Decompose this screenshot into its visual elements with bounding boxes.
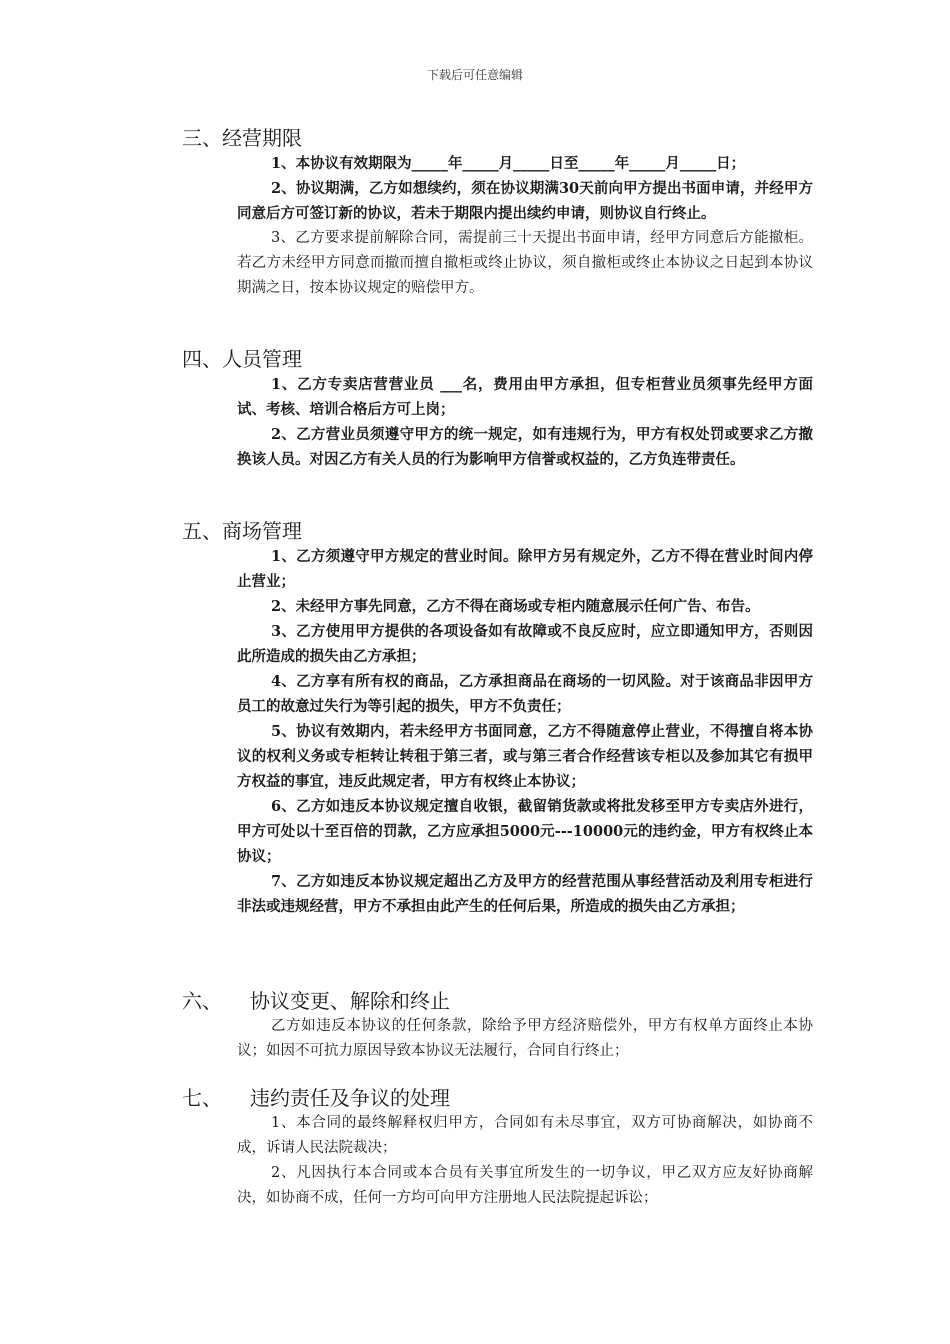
section-title-text: 违约责任及争议的处理	[250, 1086, 450, 1110]
clause: 2、凡因执行本合同或本合员有关事宜所发生的一切争议，甲乙双方应友好协商解决，如协商不成，任何一方均可向甲方注册地人民法院提起诉讼；	[237, 1165, 813, 1206]
clause: 乙方如违反本协议的任何条款，除给予甲方经济赔偿外，甲方有权单方面终止本协议；如因不可抗力原因导致本协议无法履行，合同自行终止；	[237, 1018, 813, 1059]
section-title	[182, 988, 812, 1014]
clause: 2、协议期满，乙方如想续约，须在协议期满30天前向甲方提出书面申请，并经甲方同意后方可签订新的协议，若未于期限内提出续约申请，则协议自行终止。	[237, 180, 813, 222]
clause: 1、本合同的最终解释权归甲方，合同如有未尽事宜，双方可协商解决，如协商不成，诉请人民法院裁决；	[237, 1115, 813, 1156]
section-title	[182, 518, 812, 544]
section-number: 五、	[182, 519, 222, 543]
section-title-text: 商场管理	[222, 519, 302, 543]
section-number: 四、	[182, 347, 222, 371]
section-title	[182, 1085, 812, 1111]
page-header: 下载后可任意编辑	[426, 68, 523, 82]
clause: 1、本协议有效期限为_____年_____月_____日至_____年_____月_____日；	[271, 155, 746, 172]
section-mall	[182, 518, 812, 919]
clause: 1、乙方专卖店营营业员 ___名，费用由甲方承担，但专柜营业员须事先经甲方面试、考核、培训合格后方可上岗；	[237, 376, 813, 418]
clause: 5、协议有效期内，若未经甲方书面同意，乙方不得随意停止营业，不得擅自将本协议的权利义务或专柜转让转租于第三者，或与第三者合作经营该专柜以及参加其它有损甲方权益的事宜，违反此规定者，甲方有权终止本协议；	[237, 723, 813, 790]
section-number: 三、	[182, 126, 222, 150]
clause: 3、乙方使用甲方提供的各项设备如有故障或不良反应时，应立即通知甲方，否则因此所造成的损失由乙方承担；	[237, 623, 813, 665]
clause: 1、乙方须遵守甲方规定的营业时间。除甲方另有规定外，乙方不得在营业时间内停止营业；	[237, 548, 813, 590]
clause: 6、乙方如违反本协议规定擅自收银，截留销货款或将批发移至甲方专卖店外进行，甲方可处以十至百倍的罚款，乙方应承担5000元---10000元的违约金，甲方有权终止本协议；	[237, 798, 813, 865]
section-number: 六、	[182, 989, 222, 1013]
clause: 2、乙方营业员须遵守甲方的统一规定，如有违规行为，甲方有权处罚或要求乙方撤换该人员。对因乙方有关人员的行为影响甲方信誉或权益的，乙方负连带责任。	[237, 426, 813, 468]
section-title-text: 人员管理	[222, 347, 302, 371]
section-title-text: 经营期限	[222, 126, 302, 150]
section-title	[182, 346, 812, 372]
clause: 3、乙方要求提前解除合同，需提前三十天提出书面申请，经甲方同意后方能撤柜。若乙方未经甲方同意而撤而擅自撤柜或终止协议，须自撤柜或终止本协议之日起到本协议期满之日，按本协议规定的赔偿甲方。	[237, 230, 813, 296]
clause: 2、未经甲方事先同意，乙方不得在商场或专柜内随意展示任何广告、布告。	[271, 598, 760, 615]
section-number: 七、	[182, 1086, 222, 1110]
section-staff	[182, 346, 812, 472]
section-term	[182, 125, 812, 301]
clause: 7、乙方如违反本协议规定超出乙方及甲方的经营范围从事经营活动及利用专柜进行非法或违规经营，甲方不承担由此产生的任何后果，所造成的损失由乙方承担；	[237, 873, 813, 915]
clause: 4、乙方享有所有权的商品，乙方承担商品在商场的一切风险。对于该商品非因甲方员工的故意过失行为等引起的损失，甲方不负责任；	[237, 673, 813, 715]
section-title	[182, 125, 812, 151]
section-termination	[182, 988, 812, 1064]
section-title-text: 协议变更、解除和终止	[250, 989, 450, 1013]
section-liability	[182, 1085, 812, 1211]
